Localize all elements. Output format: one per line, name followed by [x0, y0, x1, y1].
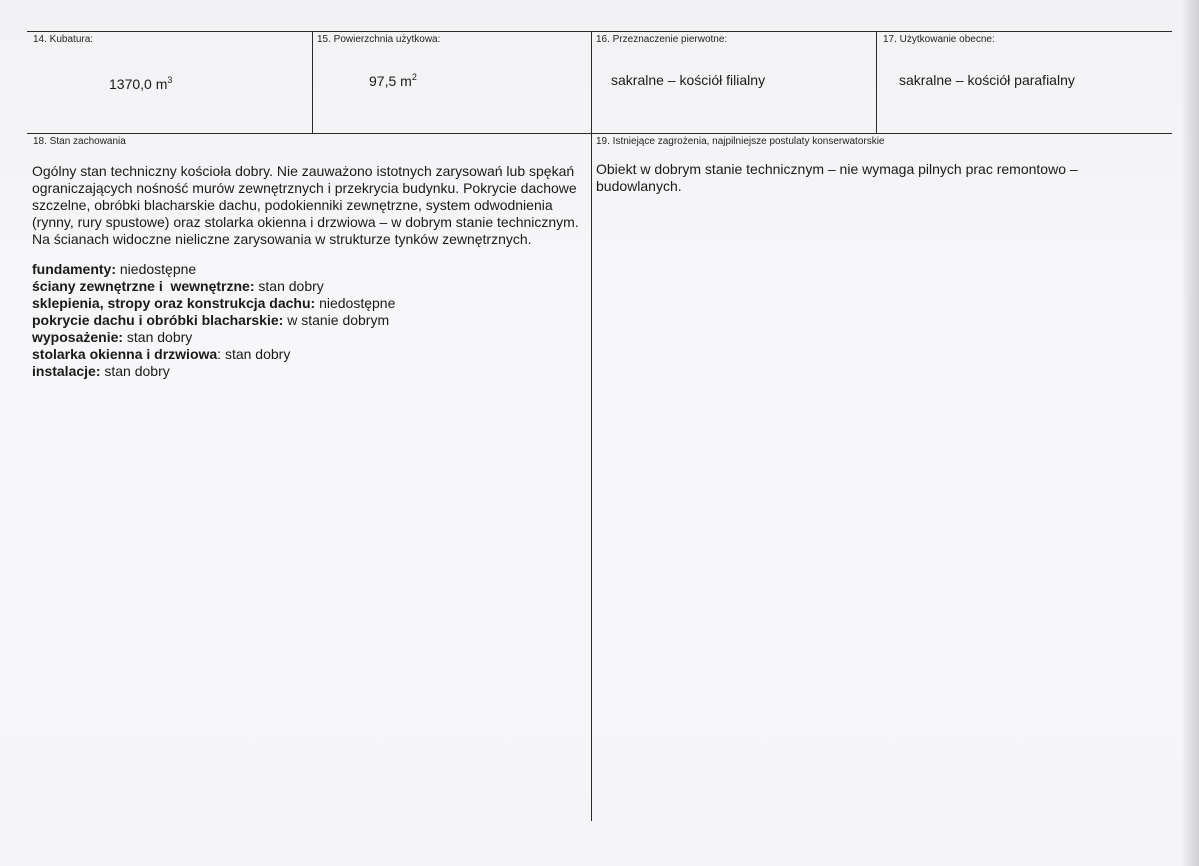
list-item	[32, 278, 395, 295]
item-term: wyposażenie:	[32, 329, 124, 345]
stan-items-list	[32, 261, 395, 380]
list-item	[32, 261, 395, 278]
powierzchnia-value	[369, 73, 417, 90]
top-rule	[27, 31, 1172, 32]
item-value: niedostępne	[315, 295, 396, 311]
middle-rule	[27, 133, 1172, 134]
item-value: stan dobry	[254, 278, 324, 294]
item-term: ściany zewnętrzne i wewnętrzne:	[32, 278, 255, 294]
list-item	[32, 295, 395, 312]
item-value: w stanie dobrym	[283, 312, 390, 328]
stan-zachowania-label: 18. Stan zachowania	[33, 136, 126, 147]
paragraph-line: szczelne, obróbki blacharskie dachu, podokienniki zewnętrzne, system odwodnienia	[32, 197, 553, 213]
kubatura-value	[109, 76, 172, 93]
page-edge-shadow	[1181, 0, 1199, 866]
item-term: stolarka okienna i drzwiowa	[32, 346, 218, 362]
kubatura-unit-exponent: 3	[167, 75, 173, 85]
item-term: instalacje:	[32, 363, 101, 379]
przeznaczenie-label: 16. Przeznaczenie pierwotne:	[596, 34, 728, 45]
paragraph-line: Obiekt w dobrym stanie technicznym – nie wymaga pilnych prac remontowo –	[596, 161, 1078, 177]
list-item	[32, 312, 395, 329]
uzytkowanie-value: sakralne – kościół parafialny	[899, 72, 1075, 88]
zagrozenia-paragraph	[596, 161, 1156, 195]
paragraph-line: budowlanych.	[596, 178, 682, 194]
item-term: pokrycie dachu i obróbki blacharskie:	[32, 312, 284, 328]
przeznaczenie-value: sakralne – kościół filialny	[611, 72, 766, 88]
item-value: stan dobry	[100, 363, 170, 379]
list-item	[32, 363, 395, 380]
paragraph-line: (rynny, rury spustowe) oraz stolarka okienna i drzwiowa – w dobrym stanie technicznym.	[32, 214, 579, 230]
divider-col-2	[591, 31, 592, 821]
powierzchnia-label: 15. Powierzchnia użytkowa:	[317, 34, 441, 45]
paragraph-line: Ogólny stan techniczny kościoła dobry. Nie zauważono istotnych zarysowań lub spękań	[32, 163, 575, 179]
item-term: sklepienia, stropy oraz konstrukcja dachu:	[32, 295, 316, 311]
item-term: fundamenty:	[32, 261, 116, 277]
paragraph-line: ograniczających nośność murów zewnętrznych i przekrycia budynku. Pokrycie dachowe	[32, 180, 577, 196]
divider-col-1	[312, 31, 313, 134]
powierzchnia-number: 97,5 m	[369, 73, 412, 89]
zagrozenia-label: 19. Istniejące zagrożenia, najpilniejsze postulaty konserwatorskie	[596, 136, 885, 147]
stan-zachowania-paragraph	[32, 163, 587, 248]
list-item	[32, 346, 395, 363]
paragraph-line: Na ścianach widoczne nieliczne zarysowania w strukturze tynków zewnętrznych.	[32, 231, 532, 247]
powierzchnia-unit-exponent: 2	[411, 72, 417, 82]
kubatura-number: 1370,0 m	[109, 76, 168, 92]
kubatura-label: 14. Kubatura:	[33, 34, 94, 45]
item-value: niedostępne	[116, 261, 197, 277]
list-item	[32, 329, 395, 346]
uzytkowanie-label: 17. Użytkowanie obecne:	[883, 34, 995, 45]
item-value: stan dobry	[123, 329, 193, 345]
divider-col-3	[876, 31, 877, 134]
item-value: : stan dobry	[217, 346, 291, 362]
